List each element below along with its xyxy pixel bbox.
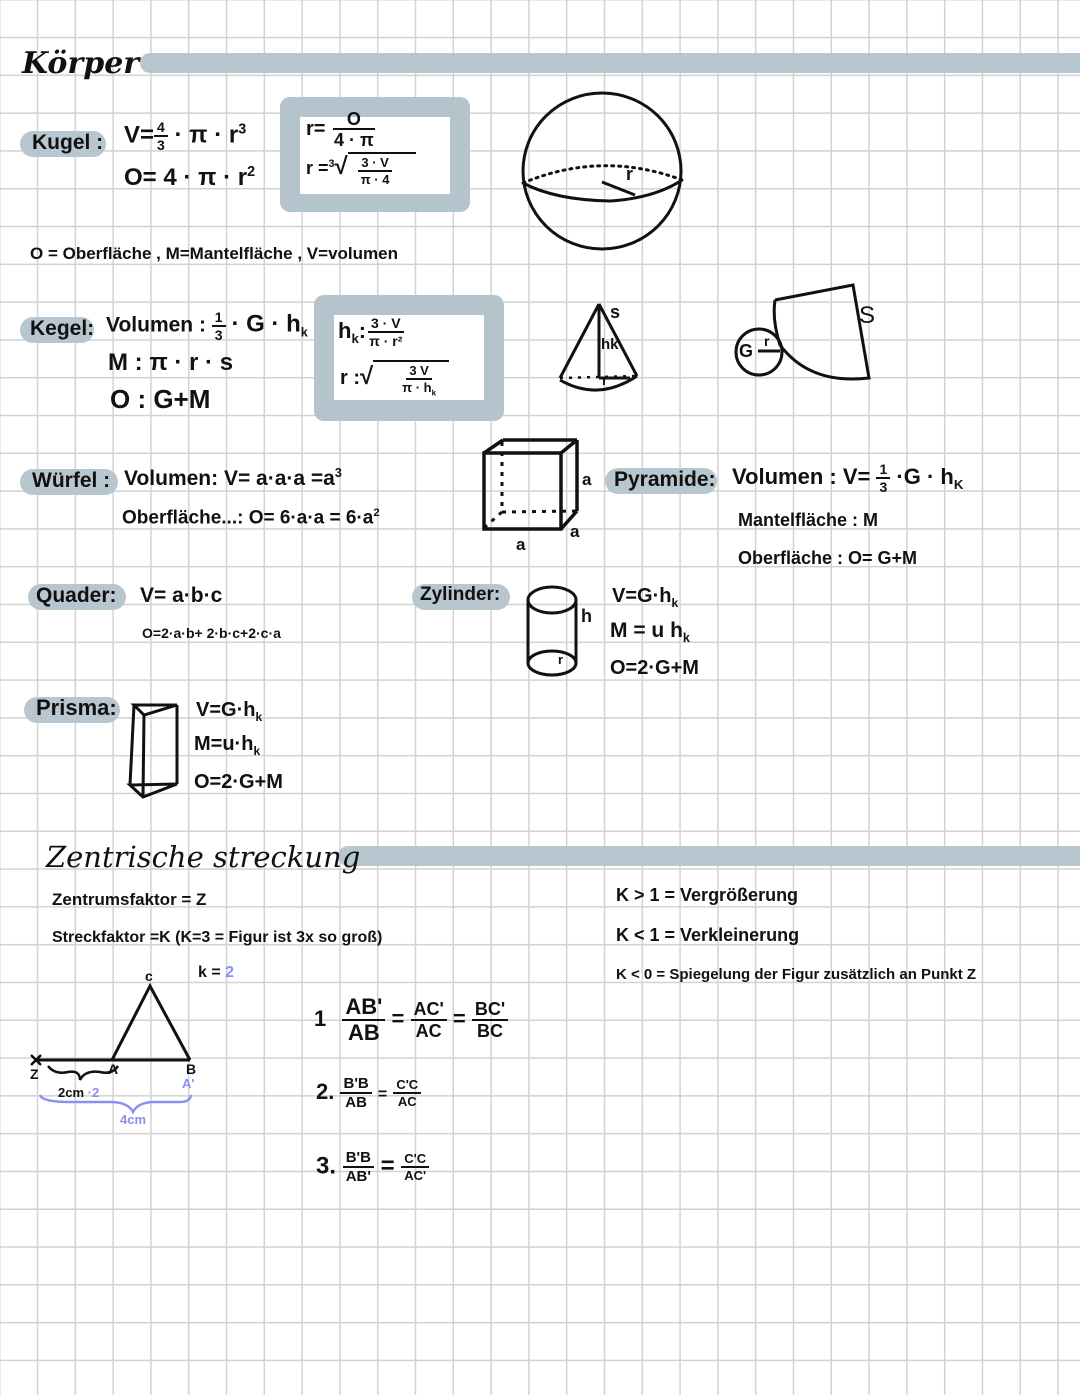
cylinder-label-h: h	[581, 606, 592, 626]
kugel-radius-formula-1: r= $\frac{O}{4 \cdot \pi}$	[306, 109, 374, 150]
legend-abbreviations: O = Oberfläche , M=Mantelfläche , V=volumen	[30, 244, 398, 263]
zylinder-mantel-formula: M = u $h_k$	[610, 619, 690, 646]
wuerfel-surface-formula: Oberfläche...: $O= 6\cdot a\cdot a = 6\cdot a^2$	[122, 507, 380, 529]
ratio-equation-2: 2. $\frac{B'B}{AB}$ = $\frac{C'C}{AC}$	[316, 1076, 421, 1110]
label-zylinder: Zylinder:	[420, 584, 501, 605]
sphere-radius-label: r	[626, 164, 634, 184]
label-kugel: Kugel :	[32, 131, 104, 154]
kegel-mantel-formula: M : π · r · s	[108, 349, 234, 376]
point-z-label: Z	[30, 1066, 39, 1082]
cylinder-drawing	[528, 587, 576, 675]
streckung-faktor-definition: Streckfaktor =K (K=3 = Figur ist 3x so groß)	[52, 929, 383, 946]
cube-label-bottom: a	[516, 535, 526, 554]
prisma-mantel-formula: $M=u\cdot h_k$	[194, 733, 261, 758]
zylinder-surface-formula: O=2·G+M	[610, 657, 699, 679]
wuerfel-volume-formula: Volumen: $V= a\cdot a\cdot a =a^3$	[124, 466, 342, 490]
sphere-drawing	[523, 93, 682, 249]
kegel-radius-formula: r :√ $\frac{3 V}{\pi \cdot h_k}$	[340, 360, 449, 397]
zylinder-volume-formula: $V=G\cdot h_k$	[612, 585, 679, 610]
label-prisma: Prisma:	[36, 695, 117, 720]
kugel-volume-formula: V= $\frac{4}{3}$ · $\pi \cdot r^3$	[124, 119, 247, 153]
section-title-streckung: Zentrische streckung	[46, 840, 361, 874]
label-quader: Quader:	[36, 584, 117, 607]
point-b-label: B	[186, 1061, 197, 1077]
quader-volume-formula: V= a·b·c	[140, 584, 223, 607]
net-label-g: G	[739, 341, 754, 361]
cube-label-right: a	[582, 470, 592, 489]
cube-label-depth: a	[570, 522, 580, 541]
kugel-surface-formula: $O= 4 \cdot \pi \cdot r^2$	[124, 164, 256, 191]
ratio-equation-1: 1 $\frac{AB'}{AB}$ = $\frac{AC'}{AC}$ = $\frac{BC'}{BC}$	[314, 996, 508, 1044]
kegel-volume-formula: Volumen : $\frac{1}{3}$ · $G \cdot h_k$	[106, 309, 308, 343]
pyramide-surface-formula: Oberfläche : O= G+M	[738, 548, 918, 568]
net-label-s: S	[859, 302, 876, 329]
point-a-prime-label: A'	[182, 1076, 195, 1091]
label-kegel: Kegel:	[30, 317, 95, 340]
cone-label-r: r	[602, 372, 608, 388]
kegel-height-formula: $h_k$: $\frac{3 \cdot V}{\text{π · r²}}$	[338, 315, 403, 349]
cone-net-drawing	[736, 285, 869, 379]
point-a-label: A	[108, 1061, 119, 1077]
streckung-rule-mirror: K < 0 = Spiegelung der Figur zusätzlich an Punkt Z	[616, 966, 977, 983]
pyramide-mantel-formula: Mantelfläche : M	[738, 510, 879, 530]
point-c-label: c	[145, 968, 153, 984]
streckung-k-value: k = 2	[198, 964, 235, 981]
cone-label-hk: hk	[601, 336, 619, 353]
prism-drawing	[130, 705, 177, 797]
ratio-equation-3: 3. $\frac{B'B}{AB'}$ = $\frac{C'C}{AC'}$	[316, 1150, 429, 1184]
root-icon: √	[334, 152, 348, 180]
cube-drawing	[484, 440, 577, 529]
section-title-koerper: Körper	[22, 46, 140, 81]
cylinder-label-r: r	[558, 652, 564, 667]
streckung-rule-shrink: K < 1 = Verkleinerung	[616, 925, 800, 945]
quader-surface-formula: O=2·a·b+ 2·b·c+2·c·a	[142, 625, 281, 641]
cone-label-s: s	[610, 302, 621, 322]
kugel-radius-formula-2: r =$^3$√ $\frac{3 \cdot V}{\pi \cdot 4}$	[306, 152, 416, 186]
label-pyramide: Pyramide:	[614, 468, 716, 491]
prisma-volume-formula: $V=G\cdot h_k$	[196, 699, 263, 724]
streckung-zentrum-definition: Zentrumsfaktor = Z	[52, 890, 207, 909]
cone-drawing	[560, 304, 637, 390]
label-wuerfel: Würfel :	[32, 469, 111, 492]
streckung-rule-enlarge: K > 1 = Vergrößerung	[616, 885, 799, 905]
distance-large-label: 4cm	[120, 1112, 147, 1127]
prisma-surface-formula: O=2·G+M	[194, 771, 283, 793]
root-icon: √	[360, 362, 374, 390]
net-label-r: r	[764, 333, 770, 349]
distance-small-label: 2cm ·2	[58, 1085, 100, 1100]
pyramide-volume-formula: Volumen : V= $\frac{1}{3}$ $\cdot G \cdot h_K$	[732, 461, 964, 495]
kegel-surface-formula: O : G+M	[110, 384, 211, 414]
